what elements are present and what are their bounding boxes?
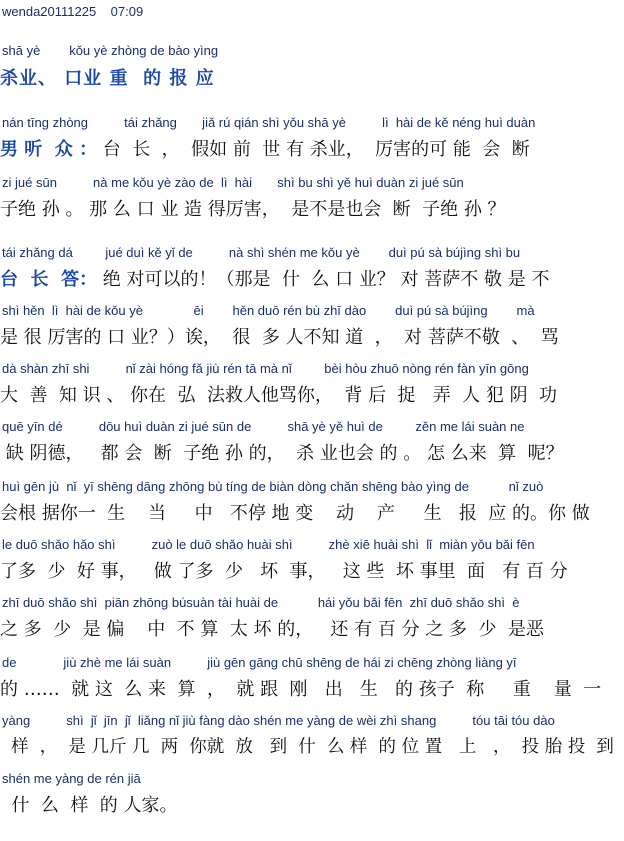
line-text [0,135,530,161]
line-pinyin: quē yīn dé dōu huì duàn zi jué sūn de shā yè yě huì de zěn me lái suàn ne [2,419,525,434]
title-pinyin: shā yè kǒu yè zhòng de bào yìng [2,43,219,58]
line-pinyin: le duō shǎo hǎo shì zuò le duō shǎo huài shì zhè xiē huài shì lǐ miàn yǒu bǎi fēn [2,537,535,552]
line-text [0,265,549,291]
line-content: 了多 少 好 事， 做 了多 少 坏 事， 这 些 坏 事里 面 有 百 分 [0,561,568,582]
line-content: 绝 对可以的！（那是 什 么 口 业？ 对 菩萨不 敬 是 不 [97,269,550,290]
line-pinyin: de jiù zhè me lái suàn jiù gēn gāng chū shēng de hái zi chēng zhòng liàng yī [2,655,517,670]
line-pinyin: zi jué sūn nà me kǒu yè zào de lì hài shì bu shì yě huì duàn zi jué sūn [2,175,464,190]
line-content: 台 长 ， 假如 前 世 有 杀业， 厉害的可 能 会 断 [97,139,530,160]
line-pinyin: huì gēn jù nǐ yī shēng dāng zhōng bù tíng de biàn dòng chǎn shēng bào yìng de nǐ zuò [2,479,544,494]
speaker-label: 男 听 众 ： [0,139,98,160]
line-text [0,381,557,407]
line-content: 之 多 少 是 偏 中 不 算 太 坏 的， 还 有 百 分 之 多 少 是恶 [0,619,544,640]
line-pinyin: dà shàn zhī shi nǐ zài hóng fǎ jiù rén tā mà nǐ bèi hòu zhuō nòng rén fàn yīn gōng [2,361,529,376]
line-pinyin: shén me yàng de rén jiā [2,771,141,786]
line-content: 大 善 知 识 、 你在 弘 法救人他骂你， 背 后 捉 弄 人 犯 阴 功 [0,385,558,406]
line-content: 样 ， 是 几斤 几 两 你就 放 到 什 么 样 的 位 置 上 ， 投 胎 投 到 [0,737,614,757]
line-text [0,791,178,817]
line-text [0,557,568,583]
post-meta: wenda20111225 07:09 [2,4,144,19]
line-text [0,195,506,221]
line-pinyin: yàng shì jǐ jīn jǐ liǎng nǐ jiù fàng dào shén me yàng de wèi zhì shang tóu tāi tóu dào [2,713,555,728]
line-text [0,675,601,701]
line-content: 是 很 厉害的 口 业？）诶， 很 多 人不知 道 ， 对 菩萨不敬 、 骂 [0,327,559,348]
line-text [0,615,544,641]
line-content: 缺 阴德， 都 会 断 子绝 孙 的， 杀 业也会 的 。 怎 么来 算 呢？ [0,443,564,464]
line-pinyin: nán tīng zhòng tái zhǎng jiǎ rú qián shì yǒu shā yè lì hài de kě néng huì duàn [2,115,536,130]
line-text [0,323,559,349]
line-text [0,439,564,465]
line-text [0,499,590,525]
line-content: 的 …… 就 这 么 来 算 ， 就 跟 刚 出 生 的 孩子 称 重 量 一 [0,679,602,700]
line-content: 子绝 孙 。 那 么 口 业 造 得厉害， 是不是也会 断 子绝 孙 ？ [0,199,506,220]
speaker-label: 台 长 答： [0,269,98,290]
line-content: 什 么 样 的 人家。 [0,795,178,816]
line-pinyin: shì hěn lì hài de kǒu yè ēi hěn duō rén bù zhī dào duì pú sà bújìng mà [2,303,535,318]
line-pinyin: zhī duō shǎo shì piān zhōng búsuàn tài huài de hái yǒu bǎi fēn zhī duō shǎo shì è [2,595,520,610]
line-content: 会根 据你一 生 当 中 不停 地 变 动 产 生 报 应 的。你 做 [0,503,590,524]
line-pinyin: tái zhǎng dá jué duì kě yǐ de nà shì shén me kǒu yè duì pú sà bújìng shì bu [2,245,521,260]
title: 杀业、 口业 重 的 报 应 [0,68,215,89]
line-text [0,733,614,758]
